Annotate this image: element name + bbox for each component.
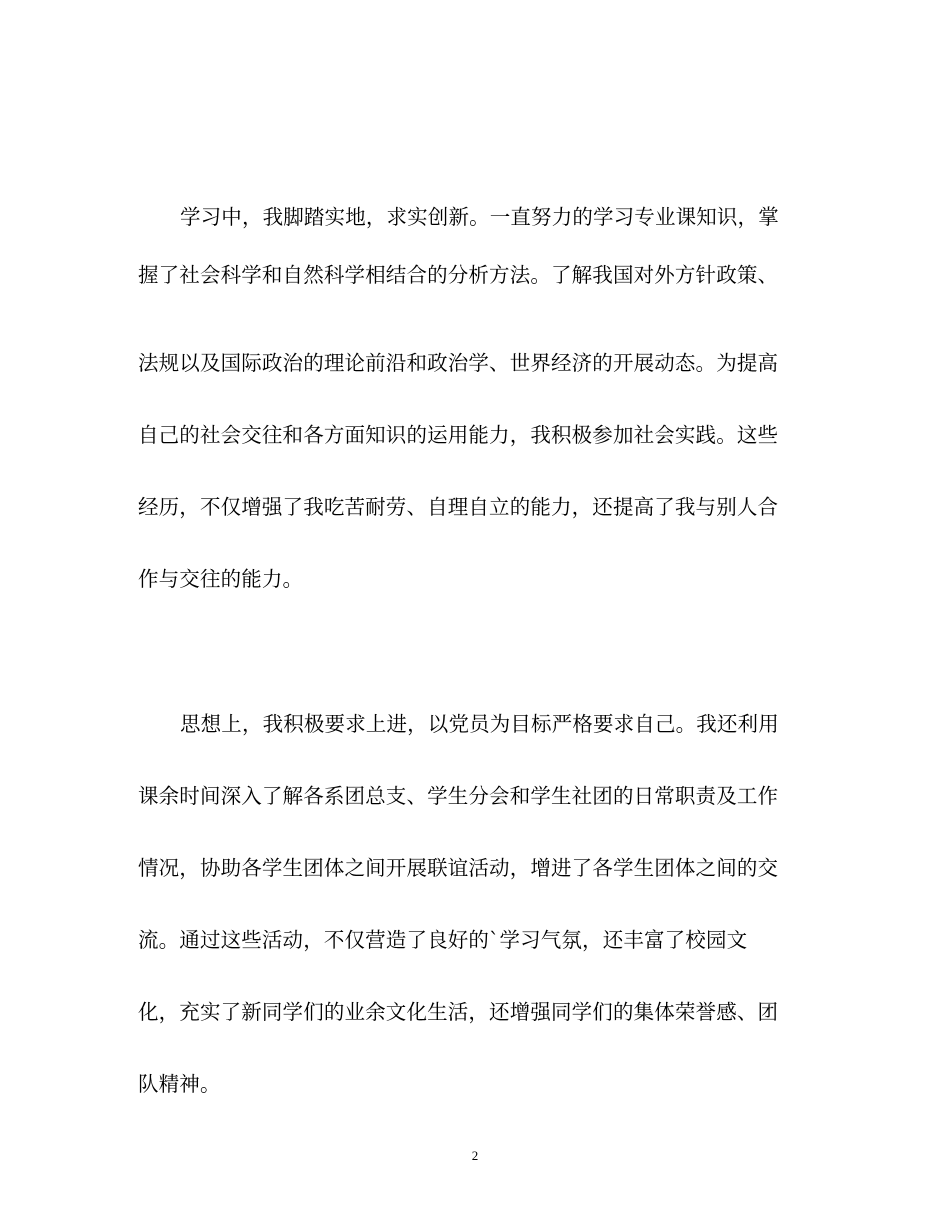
paragraph-line: 流。通过这些活动，不仅营造了良好的`学习气氛，还丰富了校园文 (138, 928, 748, 952)
paragraph-line: 队精神。 (138, 1072, 221, 1096)
paragraph-line: 作与交往的能力。 (138, 567, 304, 591)
paragraph-line: 思想上，我积极要求上进，以党员为目标严格要求自己。我还利用 (180, 712, 779, 736)
paragraph-line: 握了社会科学和自然科学相结合的分析方法。了解我国对外方针政策、 (138, 263, 779, 287)
page-number: 2 (471, 1148, 479, 1163)
paragraph-line: 学习中，我脚踏实地，求实创新。一直努力的学习专业课知识，掌 (180, 205, 779, 229)
paragraph-line: 情况，协助各学生团体之间开展联谊活动，增进了各学生团体之间的交 (138, 856, 779, 880)
paragraph-line: 自己的社会交往和各方面知识的运用能力，我积极参加社会实践。这些 (138, 423, 779, 447)
paragraph-line: 课余时间深入了解各系团总支、学生分会和学生社团的日常职责及工作 (138, 784, 779, 808)
paragraph-line: 经历，不仅增强了我吃苦耐劳、自理自立的能力，还提高了我与别人合 (138, 495, 779, 519)
paragraph-line: 化，充实了新同学们的业余文化生活，还增强同学们的集体荣誉感、团 (138, 1000, 779, 1024)
paragraph-line: 法规以及国际政治的理论前沿和政治学、世界经济的开展动态。为提高 (138, 351, 779, 375)
